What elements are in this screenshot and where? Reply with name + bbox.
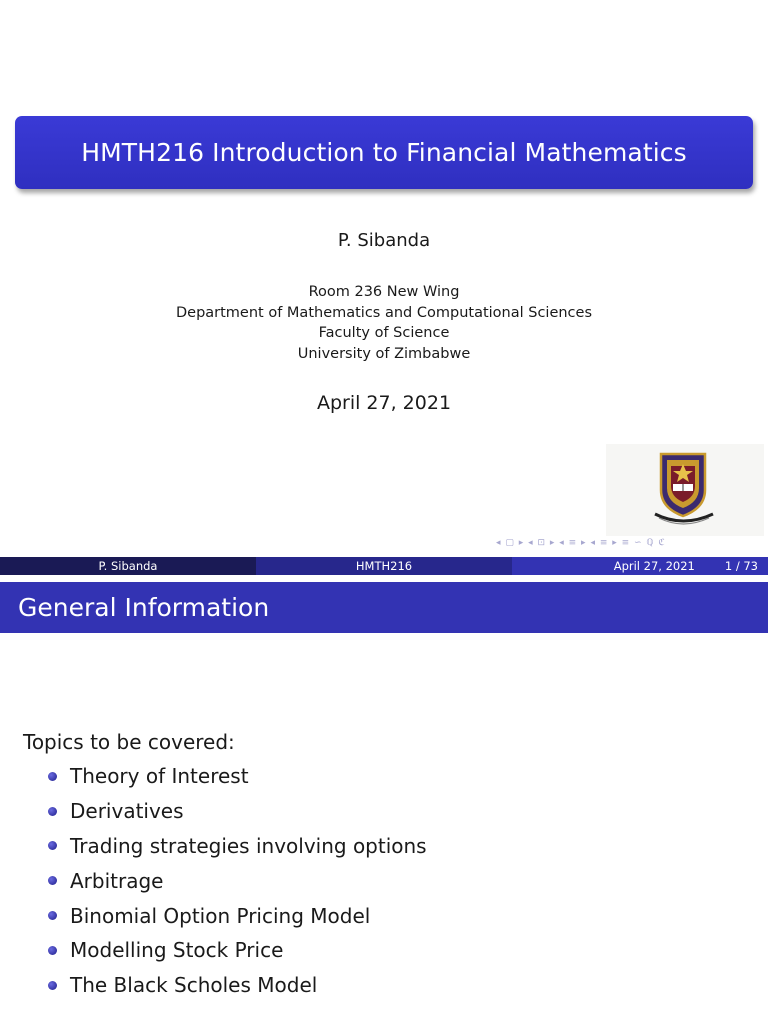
footer-title-text: HMTH216 — [355, 559, 413, 573]
topics-list — [48, 759, 427, 1003]
bullet-icon — [48, 946, 57, 955]
presentation-date: April 27, 2021 — [316, 392, 452, 414]
title-box — [15, 116, 753, 189]
list-item — [48, 933, 427, 968]
bullet-icon — [48, 911, 57, 920]
frame-title: General Information — [18, 593, 270, 622]
crest-icon — [651, 450, 719, 530]
topics-intro: Topics to be covered: — [23, 730, 235, 754]
bullet-icon — [48, 841, 57, 850]
list-item — [48, 829, 427, 864]
institute-block — [0, 282, 768, 364]
slide-footer — [0, 557, 768, 575]
list-item — [48, 759, 427, 794]
list-item — [48, 794, 427, 829]
topic-text: Binomial Option Pricing Model — [70, 903, 371, 928]
institute-line: Department of Mathematics and Computational Sciences — [175, 304, 593, 321]
institute-line: Faculty of Science — [318, 325, 450, 341]
footer-date-page — [512, 557, 768, 575]
author-name: P. Sibanda — [337, 230, 431, 251]
bullet-icon — [48, 981, 57, 990]
institute-line: University of Zimbabwe — [297, 345, 471, 362]
list-item — [48, 863, 427, 898]
bullet-icon — [48, 807, 57, 816]
footer-title — [256, 557, 512, 575]
list-item — [48, 968, 427, 1003]
frame-title-bar — [0, 582, 768, 633]
bullet-icon — [48, 876, 57, 885]
footer-date: April 27, 2021 — [613, 559, 695, 573]
topic-text: Theory of Interest — [70, 764, 249, 789]
footer-author-text: P. Sibanda — [98, 559, 158, 573]
topic-text: Modelling Stock Price — [70, 938, 284, 963]
topic-text: Derivatives — [70, 799, 184, 824]
presentation-title: HMTH216 Introduction to Financial Mathematics — [81, 138, 687, 167]
footer-author — [0, 557, 256, 575]
page-number: 1 / 73 — [724, 559, 758, 573]
beamer-navigation-symbols[interactable]: ◂ ▢ ▸ ◂ ⊡ ▸ ◂ ≡ ▸ ◂ ≡ ▸ ≡ ∽ ℚ ℭ — [496, 538, 666, 548]
list-item — [48, 898, 427, 933]
institute-line: Room 236 New Wing — [308, 284, 460, 300]
topic-text: The Black Scholes Model — [70, 973, 318, 998]
topic-text: Trading strategies involving options — [70, 833, 427, 858]
bullet-icon — [48, 772, 57, 781]
topic-text: Arbitrage — [70, 868, 164, 893]
university-logo — [606, 444, 764, 536]
